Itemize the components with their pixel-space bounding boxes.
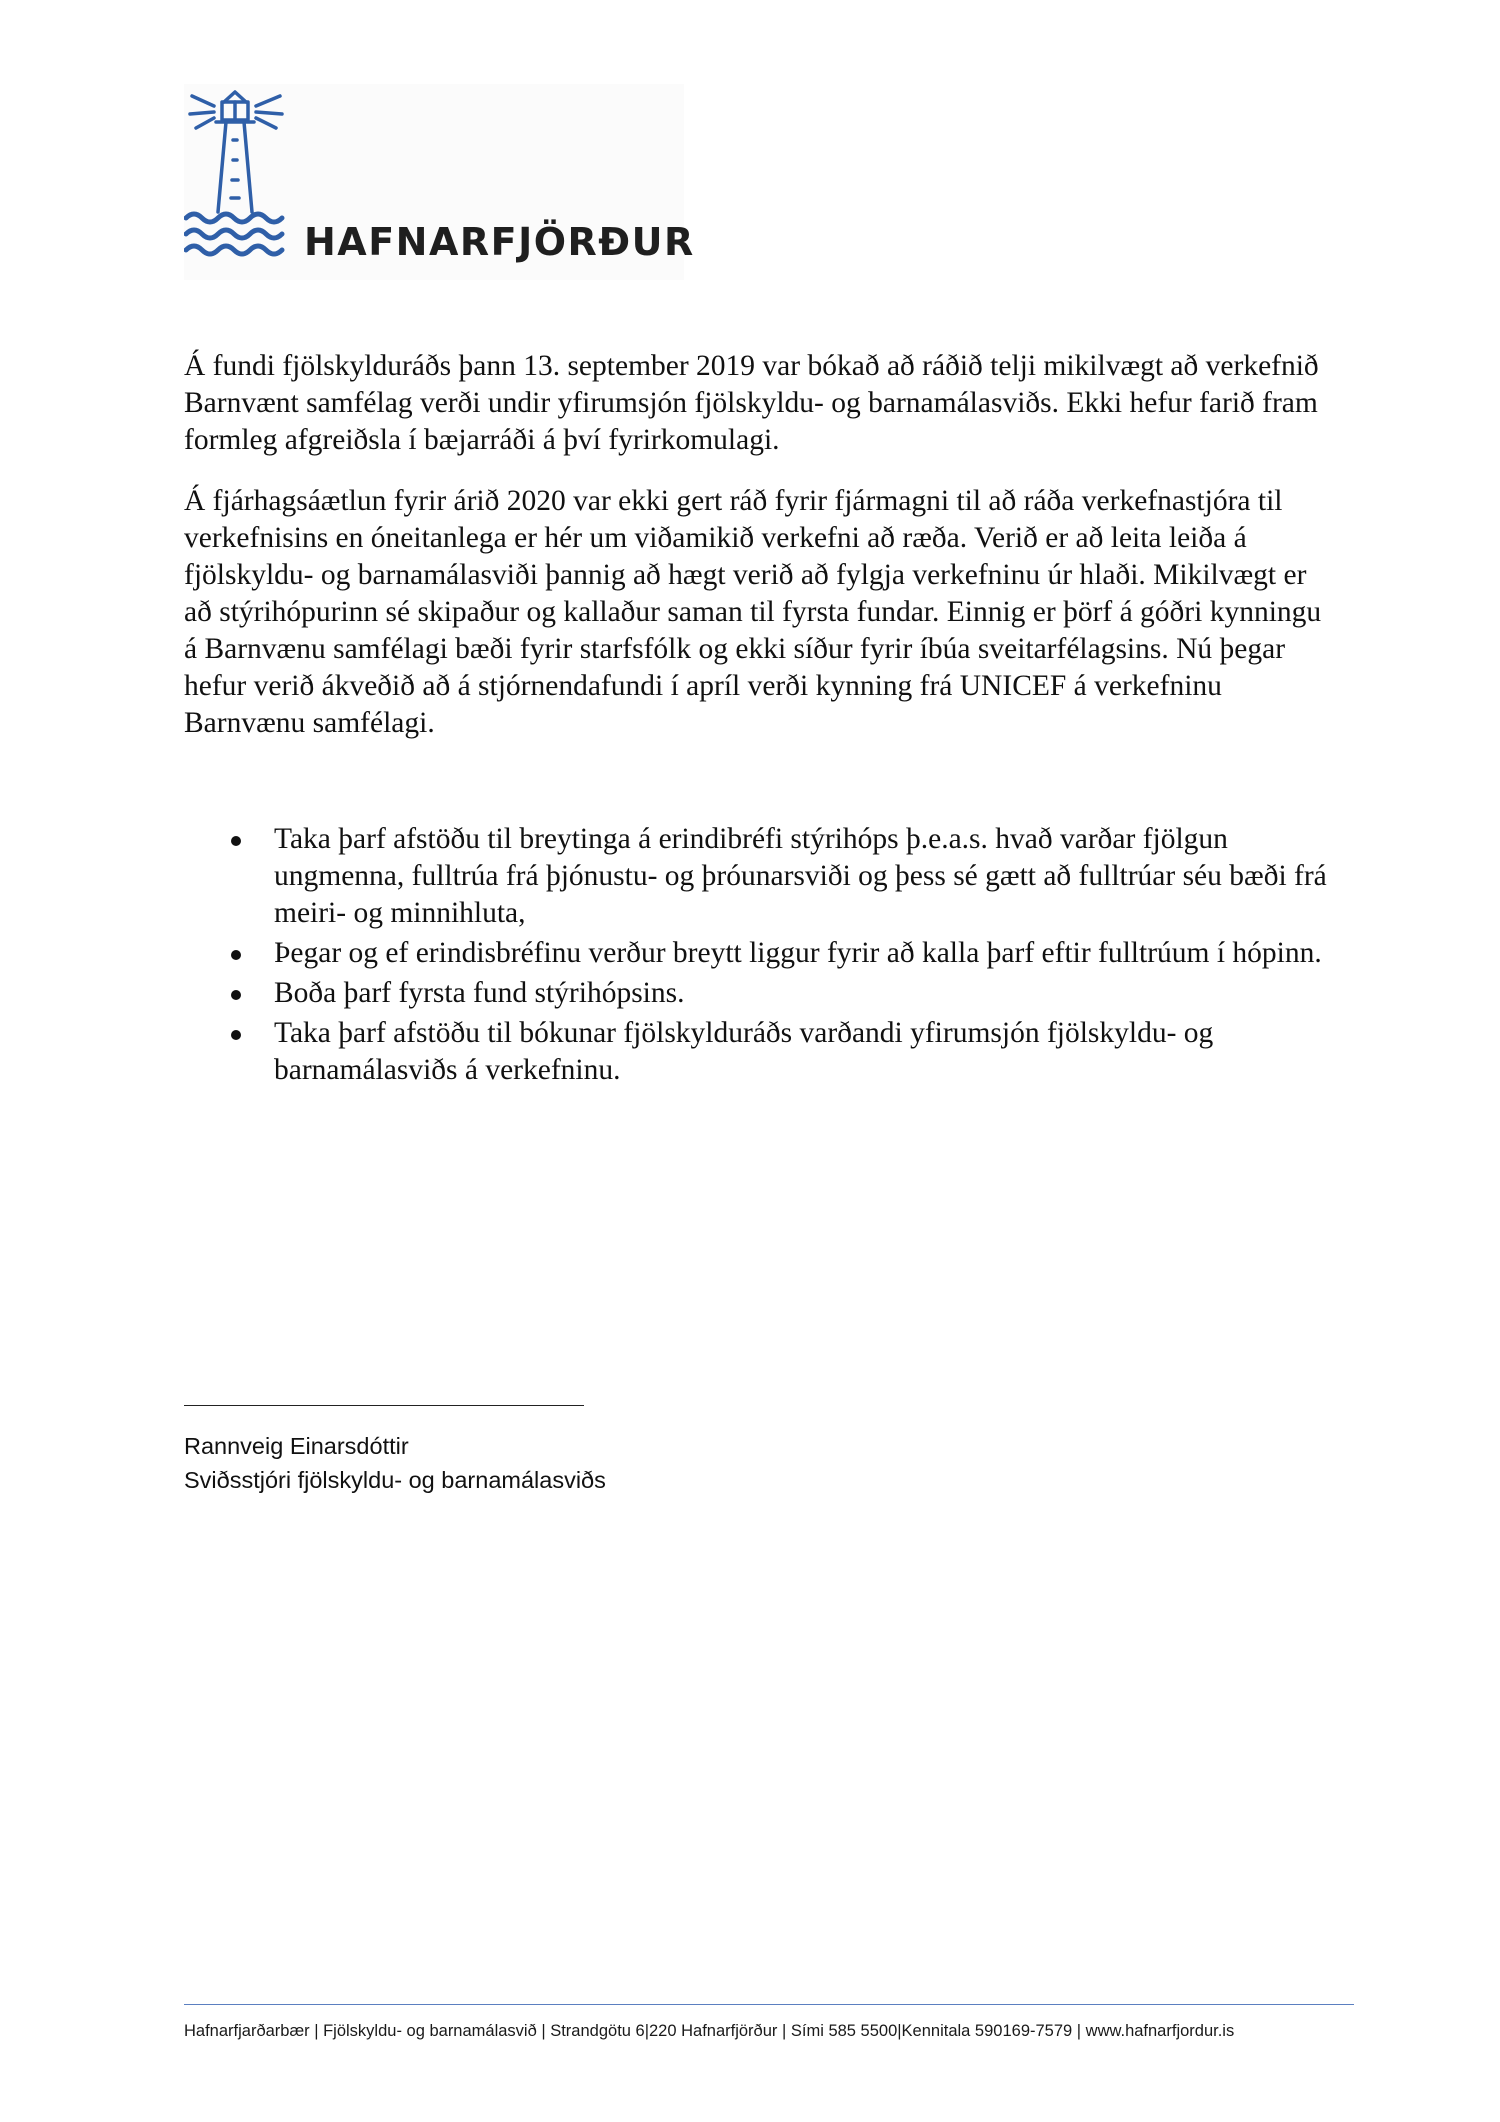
bullet-icon bbox=[231, 836, 241, 846]
list-item bbox=[184, 1015, 1334, 1089]
list-item-text: Taka þarf afstöðu til bókunar fjölskylduráðs varðandi yfirumsjón fjölskyldu- og barnamálasviðs á verkefninu. bbox=[274, 1017, 1214, 1086]
footer-contact-info: Hafnarfjarðarbær | Fjölskyldu- og barnamálasvið | Strandgötu 6|220 Hafnarfjörður | Sími 585 5500|Kennitala 590169-7579 | www.hafnarfjordur.is bbox=[184, 2022, 1235, 2040]
body-paragraph: Á fundi fjölskylduráðs þann 13. september 2019 var bókað að ráðið telji mikilvægt að verkefnið Barnvænt samfélag verði undir yfirumsjón fjölskyldu- og barnamálasviðs. Ekki hefur farið fram formleg afgreiðsla í bæjarráði á því fyrirkomulagi. bbox=[184, 350, 1319, 456]
bullet-icon bbox=[231, 1030, 241, 1040]
list-item bbox=[184, 975, 1334, 1012]
signature-line bbox=[184, 1405, 584, 1406]
signature-name: Rannveig Einarsdóttir bbox=[184, 1433, 409, 1459]
bullet-icon bbox=[231, 990, 241, 1000]
action-list bbox=[184, 821, 1334, 1092]
list-item-text: Boða þarf fyrsta fund stýrihópsins. bbox=[274, 977, 685, 1009]
body-paragraph: Á fjárhagsáætlun fyrir árið 2020 var ekki gert ráð fyrir fjármagni til að ráða verkefnastjóra til verkefnisins en óneitanlega er hér um viðamikið verkefni að ræða. Verið er að leita leiða á fjölskyldu- og barnamálasviði þannig að hægt verið að fylgja verkefninu úr hlaði. Mikilvægt er að stýrihópurinn sé skipaður og kallaður saman til fyrsta fundar. Einnig er þörf á góðri kynningu á Barnvænu samfélagi bæði fyrir starfsfólk og ekki síður fyrir íbúa sveitarfélagsins. Nú þegar hefur verið ákveðið að á stjórnendafundi í apríl verði kynning frá UNICEF á verkefninu Barnvænu samfélagi. bbox=[184, 485, 1322, 739]
bullet-icon bbox=[231, 950, 241, 960]
list-item-text: Taka þarf afstöðu til breytinga á erindibréfi stýrihóps þ.e.a.s. hvað varðar fjölgun ungmenna, fulltrúa frá þjónustu- og þróunarsviði og þess sé gætt að fulltrúar séu bæði frá meiri- og minnihluta, bbox=[274, 823, 1327, 929]
brand-name: HAFNARFJÖRÐUR bbox=[304, 220, 695, 264]
list-item bbox=[184, 935, 1334, 972]
list-item bbox=[184, 821, 1334, 932]
hafnarfjordur-logo bbox=[184, 84, 695, 280]
list-item-text: Þegar og ef erindisbréfinu verður breytt liggur fyrir að kalla þarf eftir fulltrúum í hópinn. bbox=[274, 937, 1322, 969]
signature-title: Sviðsstjóri fjölskyldu- og barnamálasviðs bbox=[184, 1467, 606, 1493]
footer-divider bbox=[184, 2004, 1354, 2005]
